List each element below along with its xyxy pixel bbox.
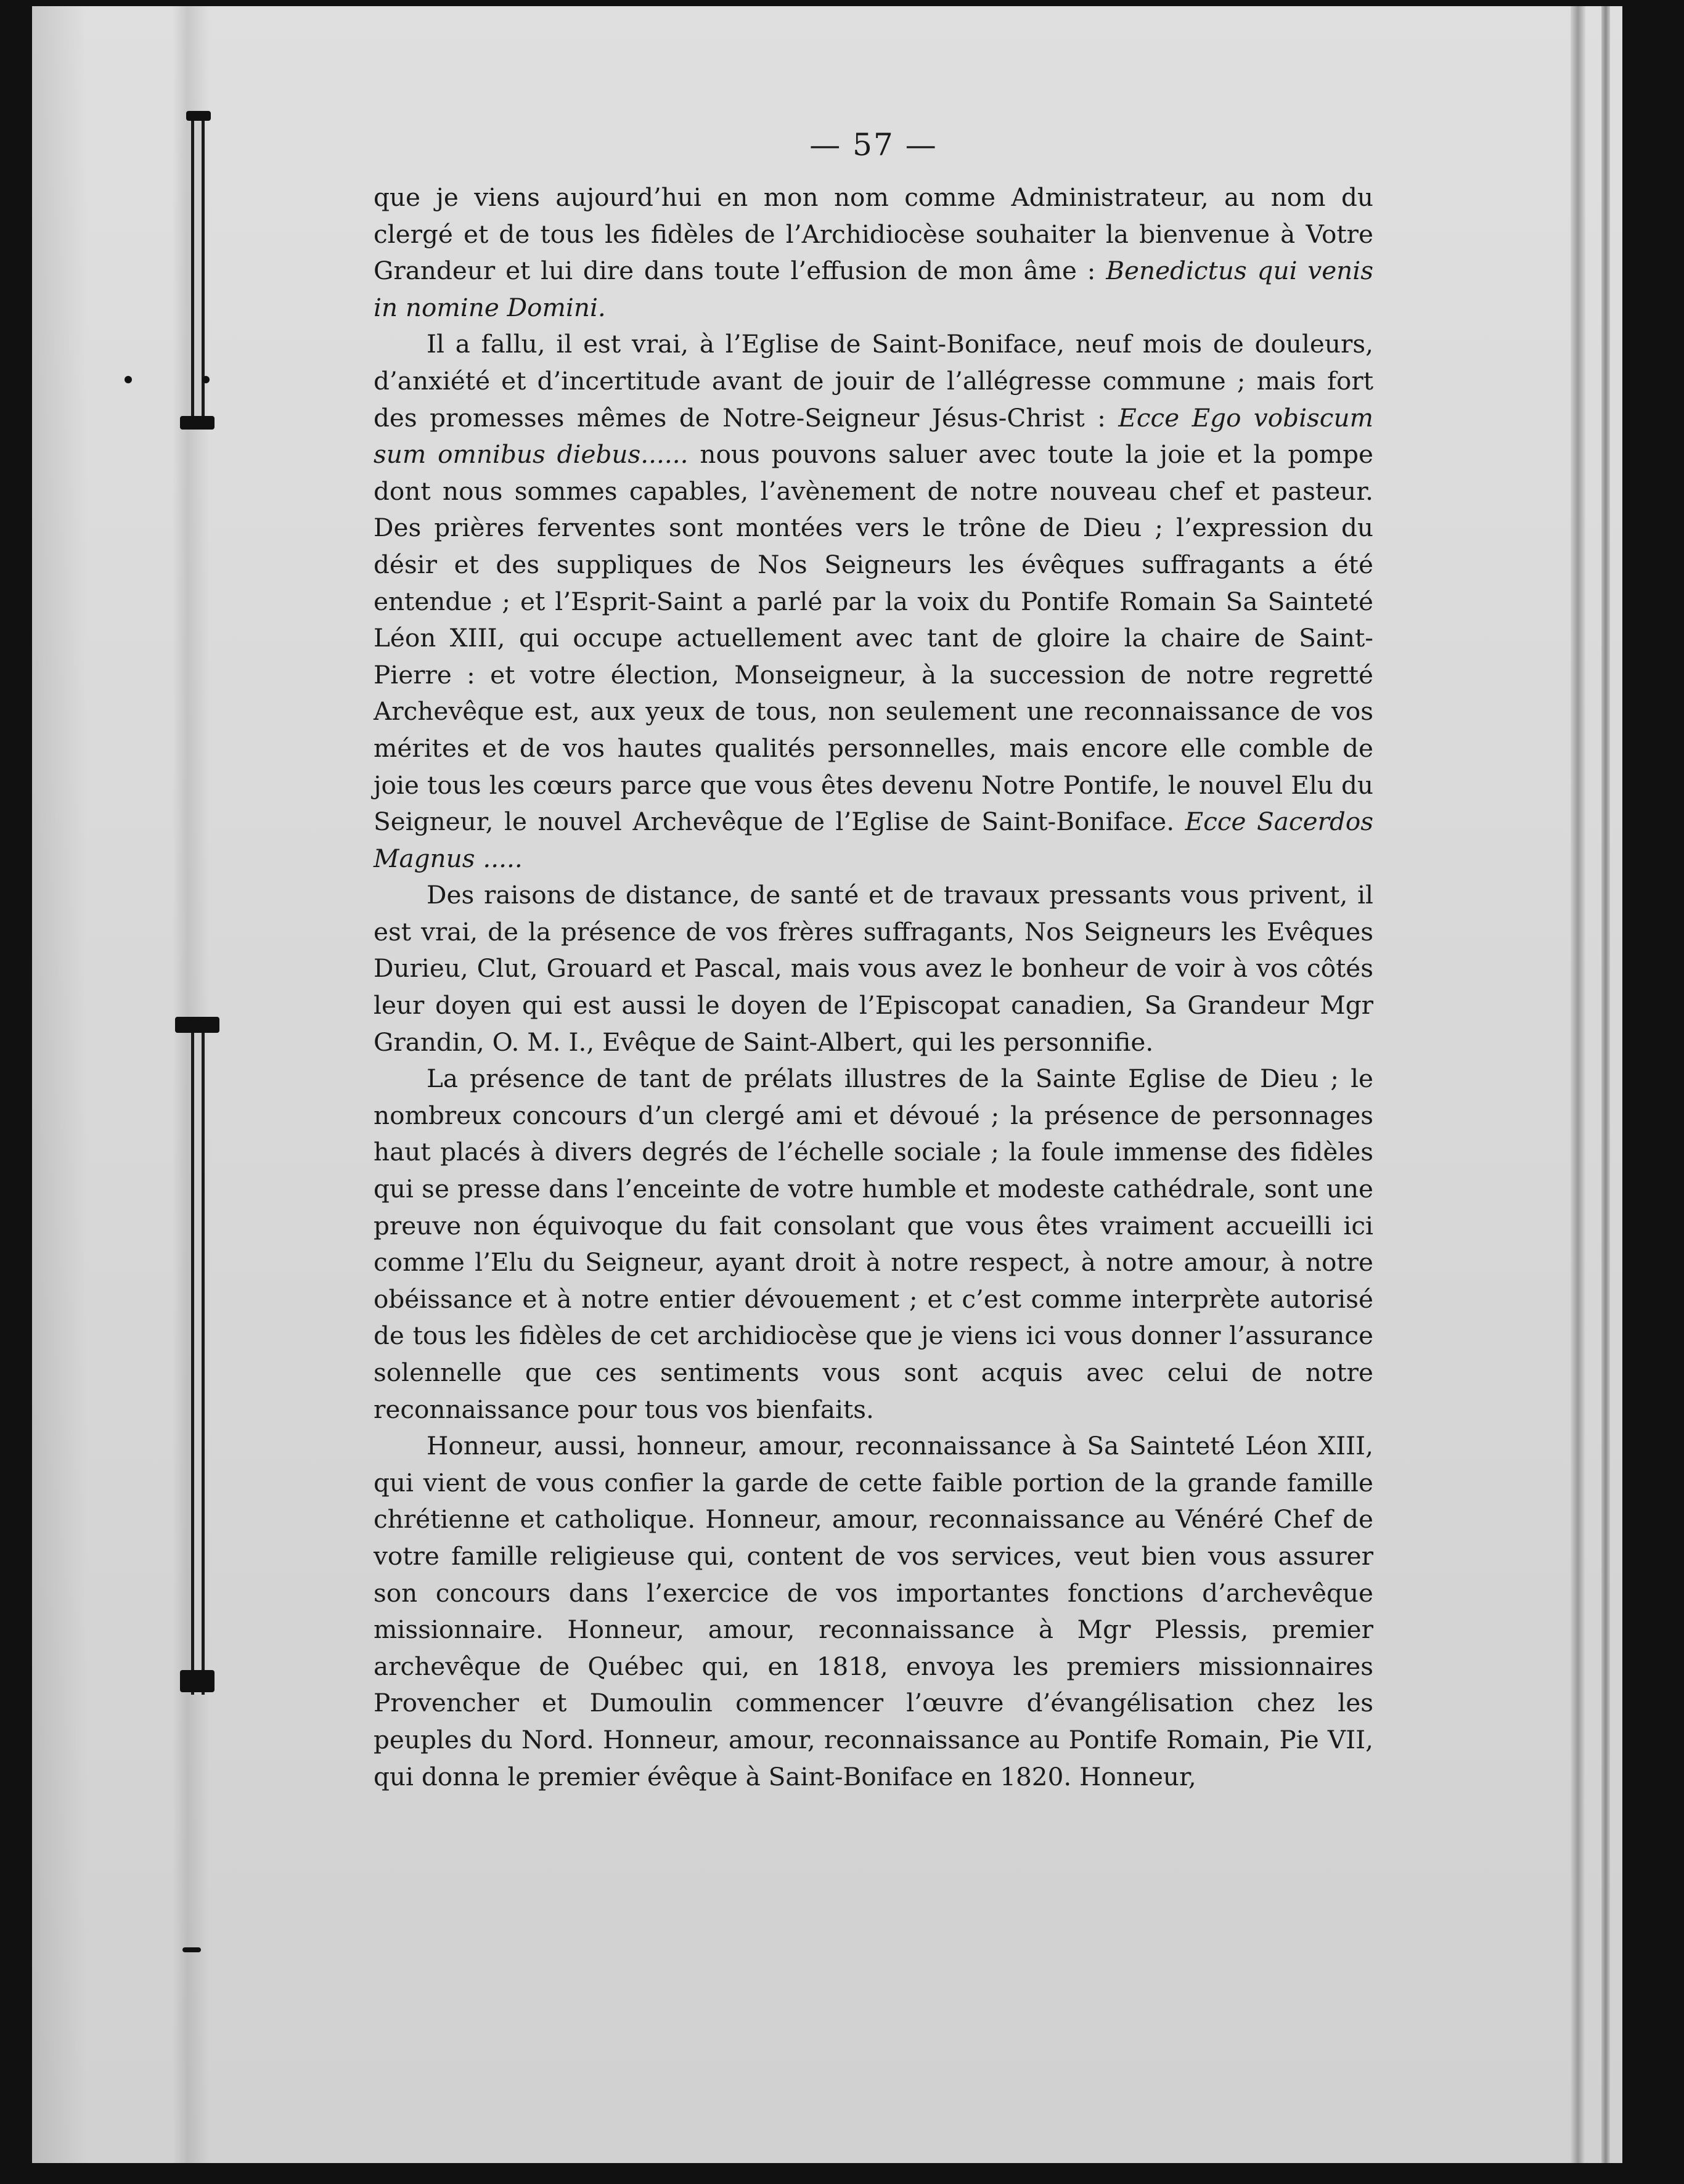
paragraph bbox=[374, 326, 1373, 877]
binding-stitch bbox=[180, 1670, 215, 1692]
paragraph bbox=[374, 877, 1373, 1061]
paragraph bbox=[374, 1428, 1373, 1795]
paragraph-text: La présence de tant de prélats illustres de la Sainte Eglise de Dieu ; le nombreux concours d’un clergé ami et dévoué ; la présence de personnages haut placés à divers degrés de l’échelle sociale ; la foule immense des fidèles qui se presse dans l’enceinte de votre humble et modeste cathédrale, sont une preuve non équivoque du fait consolant que vous êtes vraiment accueilli ici comme l’Elu du Seigneur, ayant droit à notre respect, à notre amour, à notre obéissance et à notre entier dévouement ; et c’est comme interprète autorisé de tous les fidèles de cet archidiocèse que je viens ici vous donner l’assurance solennelle que ces sentiments vous sont acquis avec celui de notre reconnaissance pour tous vos bienfaits. bbox=[374, 1064, 1373, 1424]
binding-stitch bbox=[125, 376, 132, 383]
paragraph-text: que je viens aujourd’hui en mon nom comme Administrateur, au nom du clergé et de tous les fidèles de l’Archidiocèse souhaiter la bienvenue à Votre Grandeur et lui dire dans toute l’effusion de mon âme : bbox=[374, 182, 1373, 286]
paragraph-text: nous pouvons saluer avec toute la joie et la pompe dont nous sommes capables, l’avènement de notre nouveau chef et pasteur. Des prières ferventes sont montées vers le trône de Dieu ; l’expression du désir et des suppliques de Nos Seigneurs les évêques suffragants a été entendue ; et l’Esprit-Saint a parlé par la voix du Pontife Romain Sa Sainteté Léon XIII, qui occupe actuellement avec tant de gloire la chaire de Saint-Pierre : et votre élection, Monseigneur, à la succession de notre regretté Archevêque est, aux yeux de tous, non seulement une reconnaissance de vos mérites et de vos hautes qualités personnelles, mais encore elle comble de joie tous les cœurs parce que vous êtes devenu Notre Pontife, le nouvel Elu du Seigneur, le nouvel Archevêque de l’Eglise de Saint-Boniface. bbox=[374, 439, 1373, 837]
binding-stitch bbox=[202, 376, 210, 383]
page-edge-back bbox=[1601, 6, 1610, 2163]
latin-quote: Ecce Ego vobiscum sum omnibus diebus...... bbox=[374, 402, 1373, 470]
latin-quote: Ecce Sacerdos Magnus ..... bbox=[374, 807, 1374, 873]
page-number: — 57 — bbox=[809, 127, 938, 163]
binding-stitch bbox=[182, 1947, 201, 1952]
paragraph-text: Honneur, aussi, honneur, amour, reconnaissance à Sa Sainteté Léon XIII, qui vient de vous confier la garde de cette faible portion de la grande famille chrétienne et catholique. Honneur, amour, reconnaissance au Vénéré Chef de votre famille religieuse qui, content de vos services, veut bien vous assurer son concours dans l’exercice de vos importantes fonctions d’archevêque missionnaire. Honneur, amour, reconnaissance à Mgr Plessis, premier archevêque de Québec qui, en 1818, envoya les premiers missionnaires Provencher et Dumoulin commencer l’œuvre d’évangélisation chez les peuples du Nord. Honneur, amour, reconnaissance au Pontife Romain, Pie VII, qui donna le premier évêque à Saint-Boniface en 1820. Honneur, bbox=[374, 1431, 1373, 1791]
body-text bbox=[374, 179, 1373, 1795]
page-content bbox=[374, 126, 1373, 1795]
latin-quote: Benedictus qui venis in nomine Domini. bbox=[374, 256, 1373, 322]
paragraph bbox=[374, 179, 1373, 326]
paragraph-text: Il a fallu, il est vrai, à l’Eglise de Saint-Boniface, neuf mois de douleurs, d’anxiété et d’incertitude avant de jouir de l’allégresse commune ; mais fort des promesses mêmes de Notre-Seigneur Jésus-Christ : bbox=[374, 329, 1373, 433]
binding-stitch bbox=[186, 111, 211, 121]
paragraph bbox=[374, 1061, 1373, 1428]
binding-stitch bbox=[175, 1017, 219, 1033]
binding-thread-lower bbox=[191, 1023, 207, 1695]
binding-stitch bbox=[180, 416, 215, 430]
paragraph-text: Des raisons de distance, de santé et de travaux pressants vous privent, il est vrai, de la présence de vos frères suffragants, Nos Seigneurs les Evêques Durieu, Clut, Grouard et Pascal, mais vous avez le bonheur de voir à vos côtés leur doyen qui est aussi le doyen de l’Episcopat canadien, Sa Grandeur Mgr Grandin, O. M. I., Evêque de Saint-Albert, qui les personnifie. bbox=[374, 880, 1373, 1057]
page-edge bbox=[1571, 6, 1585, 2163]
